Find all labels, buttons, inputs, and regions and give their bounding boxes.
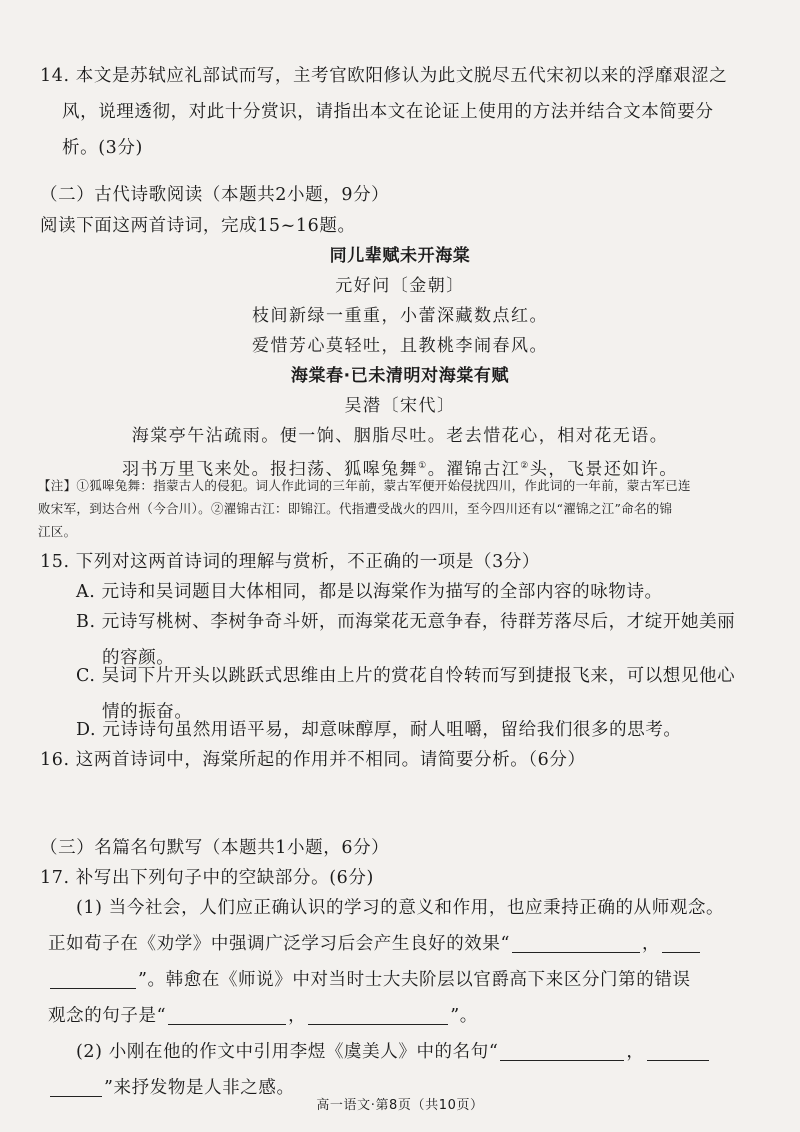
answer-blank-6a[interactable] bbox=[647, 1040, 709, 1061]
answer-blank-2b[interactable] bbox=[50, 968, 136, 989]
poem2-line2-part-b: 。濯锦古江 bbox=[427, 459, 521, 480]
page-footer: 高一语文·第8页（共10页） bbox=[316, 1098, 484, 1113]
q15-option-b-line2: 的容颜。 bbox=[102, 648, 175, 668]
answer-blank-5[interactable] bbox=[500, 1040, 624, 1061]
q15-option-b-line1: B. 元诗写桃树、李树争奇斗妍，而海棠花无意争春，待群芳落尽后，才绽开她美丽 bbox=[76, 612, 736, 632]
q15-option-a: A. 元诗和吴词题目大体相同，都是以海棠作为描写的全部内容的咏物诗。 bbox=[76, 582, 663, 602]
comma: ， bbox=[288, 1006, 307, 1026]
poem2-line1: 海棠亭午沾疏雨。便一饷、胭脂尽吐。老去惜花心，相对花无语。 bbox=[131, 426, 669, 446]
q15-stem: 15. 下列对这两首诗词的理解与赏析，不正确的一项是（3分） bbox=[40, 552, 541, 572]
answer-blank-3[interactable] bbox=[168, 1004, 286, 1025]
poem2-author: 吴潜〔宋代〕 bbox=[344, 396, 456, 416]
question-14 bbox=[40, 58, 770, 166]
footnote-marker-2: ② bbox=[520, 461, 530, 471]
q17-part1-line2-text: 正如荀子在《劝学》中强调广泛学习后会产生良好的效果“ bbox=[48, 934, 511, 954]
note-line1: 【注】①狐嗥兔舞：指蒙古人的侵犯。词人作此词的三年前，蒙古军便开始侵扰四川，作此词的一年前，蒙古军已连 bbox=[38, 478, 691, 493]
q15-option-c-line1: C. 吴词下片开头以跳跃式思维由上片的赏花自怜转而写到捷报飞来，可以想见他心 bbox=[76, 666, 736, 686]
comma: ， bbox=[626, 1042, 645, 1062]
section3-heading: （三）名篇名句默写（本题共1小题，6分） bbox=[40, 838, 390, 858]
q17-part1-line2 bbox=[48, 926, 776, 962]
q17-part1 bbox=[48, 890, 776, 1034]
note-line3: 江区。 bbox=[38, 524, 77, 539]
poem2-line2-part-c: 头，飞景还如许。 bbox=[529, 459, 678, 480]
footnote-marker-1: ① bbox=[418, 461, 428, 471]
poem1-author: 元好问〔金朝〕 bbox=[335, 276, 465, 296]
q17-part1-line4 bbox=[48, 998, 776, 1034]
q17-part2-line2-text: ”来抒发物是人非之感。 bbox=[104, 1078, 295, 1098]
section2-instruction: 阅读下面这两首诗词，完成15~16题。 bbox=[40, 216, 356, 236]
comma: ， bbox=[642, 934, 661, 954]
section2-heading: （二）古代诗歌阅读（本题共2小题，9分） bbox=[40, 185, 390, 205]
poem2-line2-part-a: 羽书万里飞来处。报扫荡、狐嗥兔舞 bbox=[122, 459, 419, 480]
q17-stem: 17. 补写出下列句子中的空缺部分。(6分) bbox=[40, 868, 374, 888]
q17-part2-line1-text: (2) 小刚在他的作文中引用李煜《虞美人》中的名句“ bbox=[76, 1042, 499, 1062]
close-quote: ”。 bbox=[450, 1006, 478, 1026]
q14-line1: 14. 本文是苏轼应礼部试而写，主考官欧阳修认为此文脱尽五代宋初以来的浮靡艰涩之 bbox=[40, 66, 728, 86]
q14-line2: 风，说理透彻，对此十分赏识，请指出本文在论证上使用的方法并结合文本简要分 bbox=[62, 102, 714, 122]
q16-stem: 16. 这两首诗词中，海棠所起的作用并不相同。请简要分析。（6分） bbox=[40, 750, 586, 770]
q17-part2-line1 bbox=[76, 1034, 776, 1070]
poem2-title: 海棠春·已未清明对海棠有赋 bbox=[290, 366, 510, 386]
q15-option-c-line2: 情的振奋。 bbox=[102, 702, 193, 722]
footnote-block bbox=[38, 474, 778, 543]
poem1-title: 同儿辈赋未开海棠 bbox=[329, 246, 471, 266]
poem1-line2: 爱惜芳心莫轻吐，且教桃李闹春风。 bbox=[252, 336, 548, 356]
q17-part1-line3 bbox=[48, 962, 776, 998]
q17-part1-line3-text: ”。韩愈在《师说》中对当时士大夫阶层以官爵高下来区分门第的错误 bbox=[138, 970, 691, 990]
q17-part1-line1: (1) 当今社会，人们应正确认识的学习的意义和作用，也应秉持正确的从师观念。 bbox=[76, 898, 725, 918]
answer-blank-2a[interactable] bbox=[662, 932, 700, 953]
note-line2: 败宋军，到达合州（今合川）。②濯锦古江：即锦江。代指遭受战火的四川，至今四川还有以“濯锦之江”命名的锦 bbox=[38, 501, 673, 516]
q14-line3: 析。(3分) bbox=[62, 138, 143, 158]
answer-blank-1[interactable] bbox=[512, 932, 640, 953]
answer-blank-4[interactable] bbox=[308, 1004, 448, 1025]
q17-part1-line4-text: 观念的句子是“ bbox=[48, 1006, 167, 1026]
q15-option-d: D. 元诗诗句虽然用语平易，却意味醇厚，耐人咀嚼，留给我们很多的思考。 bbox=[76, 720, 682, 740]
poem1-line1: 枝间新绿一重重，小蕾深藏数点红。 bbox=[252, 306, 548, 326]
